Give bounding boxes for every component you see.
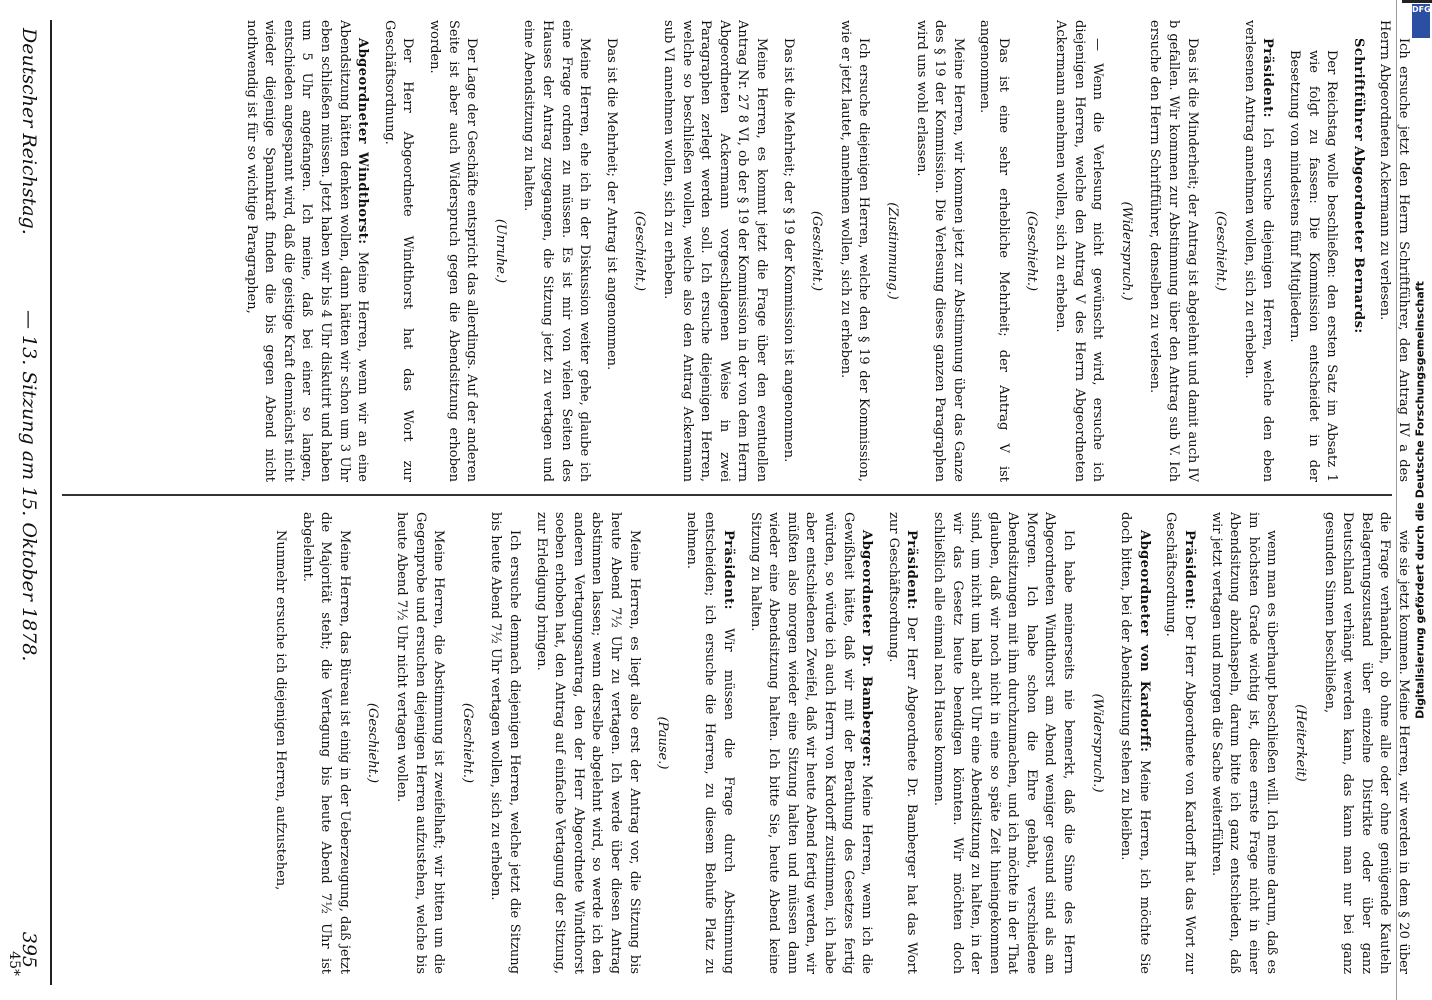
- paragraph: Ich ersuche jetzt den Herrn Schriftführer, den Antrag IV a des Herrn Abgeordneten Ackermann zu verlesen.: [1377, 20, 1411, 482]
- speech-text: Wir müssen die Frage durch Abstimmung entscheiden; ich ersuche die Herren, zu diesem Behufe Platz zu nehmen.: [683, 512, 736, 974]
- speaker-name: Präsident:: [1260, 38, 1276, 118]
- stage-direction: (Widerspruch.): [1118, 201, 1134, 301]
- paragraph: Nunmehr ersuche ich diejenigen Herren, aufzustehen,: [273, 530, 289, 891]
- speaker-name: Abgeordneter Dr. Bamberger:: [859, 530, 875, 768]
- stage-direction: (Widerspruch.): [1089, 693, 1105, 793]
- header-center: — 13. Sitzung am 15. Oktober 1878.: [18, 310, 40, 662]
- stage-direction: (Zustimmung.): [884, 202, 900, 300]
- right-column: [60, 512, 1412, 974]
- paragraph: Das ist die Minderheit; der Antrag ist abgelehnt und damit auch IV b gefallen. Wir kommen zur Abstimmung über den Antrag sub V. Ich ersuche den Herrn Schriftführer, denselben zu verlesen.: [1147, 20, 1200, 482]
- quoted-motion: Der Reichstag wolle beschließen: den ersten Satz im Absatz 1 wie folgt zu fassen: Die Kommission entscheidet in der Besetzung von mindestens fünf Mitgliedern.: [1287, 50, 1340, 482]
- stage-direction: (Geschieht.): [632, 210, 648, 292]
- paragraph: Ich habe meinerseits nie bemerkt, daß die Sinne des Herrn Abgeordneten Windthorst am Abend weniger gesund sind als am Morgen. Ich habe schon die Ehre gehabt, verschiedene Abendsitzungen mit ihm durchzumachen, und ich möchte in der That glauben, daß wir noch nicht in eine so späte Zeit hineingekommen sind, um nicht um halb acht Uhr eine Abendsitzung zu halten, in der wir das Gesetz heute beendigen könnten. Wir möchten doch schließlich alle einmal nach Hause kommen.: [930, 512, 1077, 974]
- stage-direction: (Heiterkeit): [1293, 704, 1309, 782]
- speaker-name: Abgeordneter von Kardorff:: [1136, 530, 1152, 753]
- speech-text: Ich ersuche diejenigen Herren, welche den eben verlesenen Antrag annehmen wollen, sich zu erheben.: [1241, 20, 1276, 482]
- paragraph: wie sie jetzt kommen. Meine Herren, wir werden in dem § 20 über die Frage verhandeln, ob ohne alle oder ohne genügende Kauteln Belagerungszustand über einzelne Distrikte oder über ganz Deutschland verhängt werden kann, das kann man nur bei ganz gesunden Sinnen beschließen,: [1321, 512, 1411, 974]
- stage-direction: (Geschieht.): [1213, 210, 1229, 292]
- paragraph: Meine Herren, die Abstimmung ist zweifelhaft; wir bitten um die Gegenprobe und ersuchen diejenigen Herren aufzustehen, welche bis heute Abend 7½ Uhr nicht vertagen wollen.: [394, 512, 447, 974]
- paragraph: Das ist die Mehrheit; der § 19 der Kommission ist angenommen.: [780, 38, 796, 463]
- paragraph: Der Lage der Geschäfte entspricht das allerdings. Auf der anderen Seite ist aber auch Widerspruch gegen die Abendsitzung erhoben worden.: [427, 20, 480, 482]
- stage-direction: (Pause.): [655, 716, 671, 770]
- speaker-label: [1348, 20, 1367, 482]
- paragraph: Meine Herren, ehe ich in der Diskussion weiter gehe, glaube ich eine Frage ordnen zu müssen. Es ist mir von vielen Seiten des Hauses der Antrag zugegangen, die Sitzung jetzt zu vertagen und eine Abendsitzung zu halten.: [521, 20, 593, 482]
- stage-direction: (Unruhe.): [492, 218, 508, 284]
- paragraph: [681, 512, 737, 974]
- paragraph: Ich ersuche demnach diejenigen Herren, welche jetzt die Sitzung bis heute Abend 7½ Uhr vertagen wollen, sich zu erheben.: [488, 512, 523, 974]
- paragraph: Der Herr Abgeordnete Windthorst hat das Wort zur Geschäftsordnung.: [381, 20, 416, 482]
- logo-text: DFG: [1412, 5, 1431, 14]
- header-left: Deutscher Reichstag.: [18, 28, 40, 235]
- page-number: 395: [18, 931, 40, 968]
- paragraph: [1116, 512, 1153, 974]
- paragraph: [883, 512, 920, 974]
- speaker-name: Präsident:: [904, 530, 920, 610]
- speech-text: Der Herr Abgeordnete von Kardorff hat das Wort zur Geschäftsordnung.: [1163, 512, 1198, 974]
- running-head: [10, 10, 44, 980]
- speaker-name: Abgeordneter Windthorst:: [355, 38, 371, 245]
- speech-text: Meine Herren, ich möchte Sie doch bitten, bei der Abendsitzung stehen zu bleiben.: [1118, 512, 1152, 974]
- paragraph: [241, 20, 371, 482]
- stage-direction: (Geschieht.): [365, 702, 381, 784]
- paragraph: Meine Herren, es liegt also erst der Antrag vor, die Sitzung bis heute Abend 7½ Uhr zu vertagen. Ich werde über diesen Antrag abstimmen lassen; wenn derselbe abgelehnt wird, so werde ich den anderen Vertagungsantrag, den der Herr Abgeordnete Windthorst soeben erhoben hat, den Antrag auf einfache Vertagung der Sitzung, zur Erledigung bringen.: [533, 512, 642, 974]
- stage-direction: (Geschieht.): [809, 210, 825, 292]
- paragraph: [1161, 512, 1198, 974]
- stage-direction: (Geschieht.): [1024, 210, 1040, 292]
- speech-text: Meine Herren, wenn ich die Gewißheit hätte, daß wir mit der Berathung des Gesetzes fertig würden, so würde ich auch Herrn von Kardorff zustimmen, ich habe aber entschiedenen Zweifel, daß wir heute Abend fertig werden, wir müßten also morgen wieder eine Sitzung halten und müssen dann wieder eine Abendsitzung halten. Ich bitte Sie, heute Abend keine Sitzung zu halten.: [747, 512, 875, 974]
- dfg-logo: [1412, 4, 1430, 38]
- paragraph: [1239, 20, 1276, 482]
- signature-mark: 45*: [6, 951, 22, 976]
- header-rule: [50, 20, 52, 985]
- paragraph: Meine Herren, das Büreau ist einig in der Ueberzeugung, daß jetzt die Majorität steht; die Vertagung bis heute Abend 7½ Uhr ist abgelehnt.: [299, 512, 352, 974]
- paragraph: Meine Herren, wir kommen jetzt zur Abstimmung über das Ganze des § 19 der Kommission. Die Verlesung dieses ganzen Paragraphen wird uns wohl erlassen.: [913, 20, 966, 482]
- speaker-name: Präsident:: [1182, 530, 1198, 610]
- speaker-name: Schriftführer Abgeordneter Bernards:: [1350, 38, 1366, 334]
- speech-text: Meine Herren, wenn wir an eine Abendsitzung hätten denken wollen, dann hätten wir schon um 3 Uhr eben schließen müssen. Jetzt haben wir bis 4 Uhr diskutirt und haben um 5 Uhr angefangen. Ich meine, daß bei einer so langen, entschieden angespannt wird, daß die geistige Kraft demnächst nicht wieder diejenige Spannkraft finden die bis gegen Abend nicht nothwendig ist für so wichtige Paragraphen,: [243, 20, 371, 482]
- stamp-text: Digitalisierung gefördert durch die Deutsche Forschungsgemeinschaft: [1413, 281, 1427, 719]
- speech-text: Der Herr Abgeordnete Dr. Bamberger hat das Wort zur Geschäftsordnung.: [885, 512, 920, 974]
- left-column: [60, 20, 1412, 482]
- paragraph: Ich ersuche diejenigen Herren, welche den § 19 der Kommission, wie er jetzt lautet, annehmen wollen, sich zu erheben.: [837, 20, 872, 482]
- column-divider: [62, 494, 1392, 496]
- paragraph: [745, 512, 875, 974]
- paragraph: — Wenn die Verlesung nicht gewünscht wird, ersuche ich diejenigen Herren, welche den Antrag V des Herrn Abgeordneten Ackermann annehmen wollen, sich zu erheben.: [1053, 20, 1106, 482]
- speaker-name: Präsident:: [721, 530, 736, 610]
- paragraph: Meine Herren, es kommt jetzt die Frage über den eventuellen Antrag Nr. 27 8 VI, ob der § 19 der Kommission in der von dem Herrn Abgeordneten Ackermann vorgeschlagenen Weise in zwei Paragraphen zerlegt werden soll. Ich ersuche diejenigen Herren, welche so beschließen wollen, welche also den Antrag Ackermann sub VI annehmen wollen, sich zu erheben.: [661, 20, 769, 482]
- digitization-stamp: [1408, 0, 1432, 1000]
- paragraph: Das ist eine sehr erhebliche Mehrheit; der Antrag V ist angenommen.: [977, 20, 1011, 482]
- stage-direction: (Geschieht.): [459, 702, 475, 784]
- paragraph: wenn man es überhaupt beschließen will. Ich meine darum, daß es im höchsten Grade wichtig ist, diese ernste Frage nicht in einer Abendsitzung abzuhaspeln, darum bitte ich ganz entschieden, daß wir jetzt vertagen und morgen die Sache weiterführen.: [1208, 512, 1280, 974]
- paragraph: Das ist die Mehrheit; der Antrag ist angenommen.: [603, 38, 619, 371]
